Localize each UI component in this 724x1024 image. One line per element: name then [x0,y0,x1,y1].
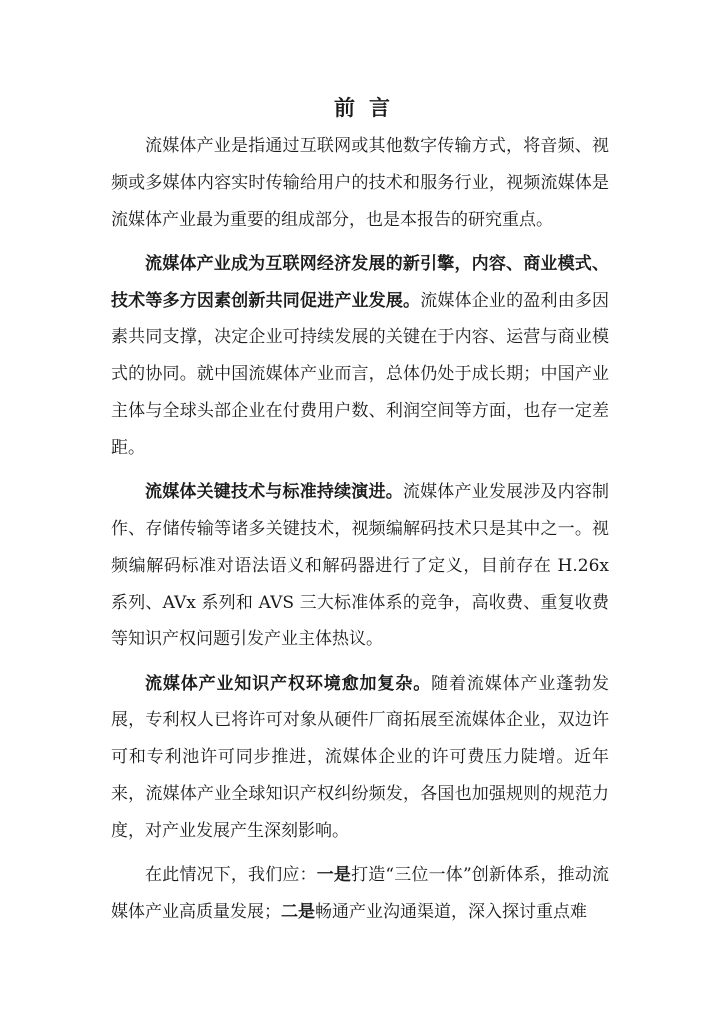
paragraph [111,246,609,467]
paragraph [111,666,609,850]
bold-text-run: 二是 [281,901,315,922]
paragraph [111,128,609,238]
document-body [111,128,609,938]
bold-text-run: 一是 [316,865,352,886]
text-run: 流媒体产业是指通过互联网或其他数字传输方式，将音频、视频或多媒体内容实时传输给用户的技术和服务行业，视频流媒体是流媒体产业最为重要的组成部分，也是本报告的研究重点。 [111,136,609,230]
bold-text-run: 流媒体关键技术与标准持续演进。 [145,482,403,503]
text-run: 随着流媒体产业蓬勃发展，专利权人已将许可对象从硬件厂商拓展至流媒体企业，双边许可和专利池许可同步推进，流媒体企业的许可费压力陡增。近年来，流媒体产业全球知识产权纠纷频发，各国也加强规则的规范力度，对产业发展产生深刻影响。 [111,673,610,841]
paragraph [111,857,609,931]
text-run: 流媒体企业的盈利由多因素共同支撑，决定企业可持续发展的关键在于内容、运营与商业模式的协同。就中国流媒体产业而言，总体仍处于成长期；中国产业主体与全球头部企业在付费用户数、利润空间等方面，也存一定差距。 [111,290,610,458]
bold-text-run: 流媒体产业成为互联网经济发展的新引擎，内容、商业模式、技术等多方因素创新共同促进产业发展。 [111,253,609,311]
bold-text-run: 流媒体产业知识产权环境愈加复杂。 [145,673,432,694]
paragraph [111,474,609,658]
page-title: 前言 [334,96,404,120]
text-run: 流媒体产业发展涉及内容制作、存储传输等诸多关键技术，视频编解码技术只是其中之一。视频编解码标准对语法语义和解码器进行了定义，目前存在 H.26x 系列、AVx 系列和 AVS 三大标准体系的竞争，高收费、重复收费等知识产权问题引发产业主体热议。 [111,482,610,650]
text-run: 打造“三位一体”创新体系，推动流媒体产业高质量发展； [111,865,610,922]
text-run: 在此情况下，我们应： [145,865,317,886]
text-run: 畅通产业沟通渠道，深入探讨重点难 [315,901,587,922]
